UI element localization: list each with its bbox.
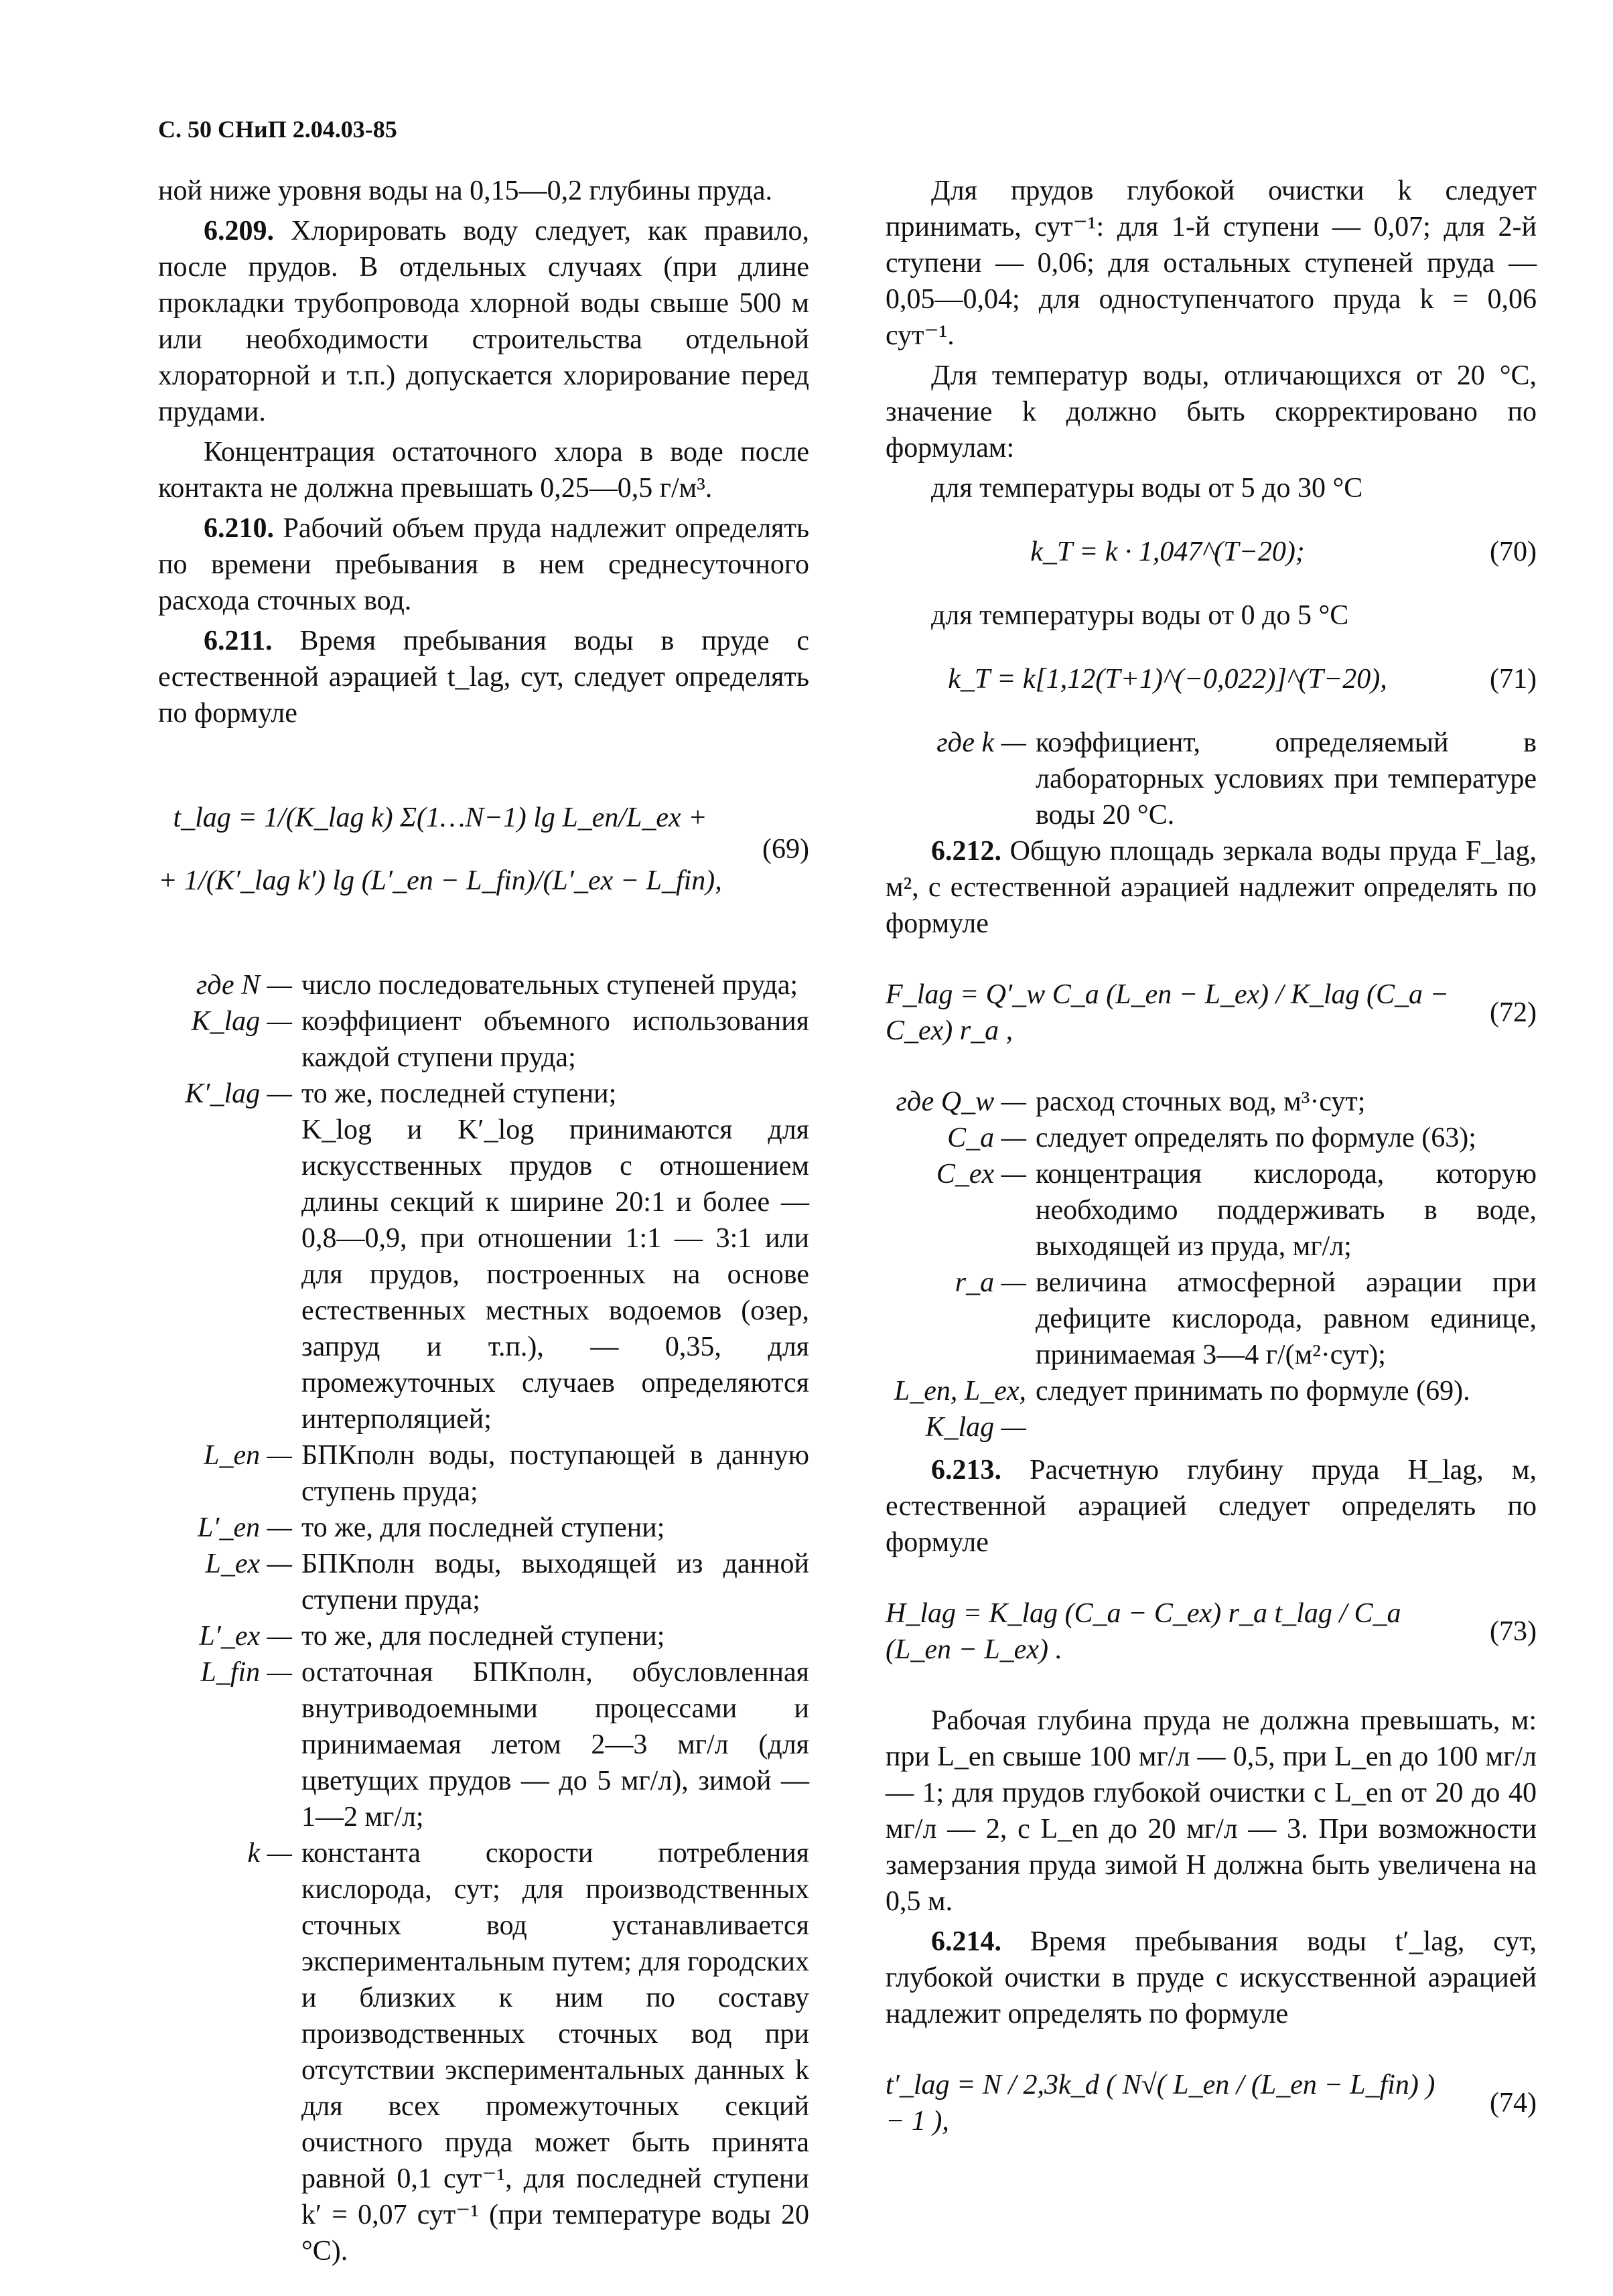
- definition-symbol: K′_lag —: [185, 1078, 292, 1109]
- equation-number: (72): [1490, 997, 1537, 1028]
- formula-73: [886, 1578, 1537, 1685]
- paragraph: для температуры воды от 5 до 30 °С: [931, 473, 1363, 504]
- clause-text: Общую площадь зеркала воды пруда F_lag, м², с естественной аэрацией надлежит определять по формуле: [886, 836, 1537, 939]
- formula-71: [886, 651, 1537, 707]
- formula-69-line-2: + 1/(K′_lag k′) lg (L′_en − L_fin)/(L′_ex − L_fin),: [158, 865, 722, 896]
- definition-text: концентрация кислорода, которую необходимо поддерживать в воде, выходящей из пруда, мг/л;: [1036, 1159, 1537, 1262]
- definition: [158, 967, 809, 1003]
- definition-text: то же, для последней ступени;: [301, 1621, 665, 1652]
- definition: [886, 1156, 1537, 1265]
- definition-symbol: L_ex —: [205, 1549, 292, 1579]
- page-header: С. 50 СНиП 2.04.03-85: [158, 116, 397, 143]
- definition-text: коэффициент объемного использования каждой ступени пруда;: [301, 1006, 809, 1073]
- definition: [886, 1373, 1537, 1445]
- paragraph: Рабочая глубина пруда не должна превышать, м: при L_en свыше 100 мг/л — 0,5, при L_en до 100 мг/л — 1; для прудов глубокой очистки с L_en от 20 до 40 мг/л — 2, с L_en до 20 мг/л — 3. При возможности замерзания пруда зимой H должна быть увеличена на 0,5 м.: [886, 1705, 1537, 1917]
- definition-text: расход сточных вод, м³·сут;: [1036, 1086, 1366, 1117]
- clause-6-214: [886, 1924, 1537, 2032]
- definition: [158, 1510, 809, 1546]
- definition: [886, 1120, 1537, 1156]
- paragraph: Концентрация остаточного хлора в воде после контакта не должна превышать 0,25—0,5 г/м³.: [158, 437, 809, 504]
- definition-note: [158, 1112, 809, 1437]
- clause-text: Хлорировать воду следует, как правило, после прудов. В отдельных случаях (при длине прокладки трубопровода хлорной воды свыше 500 м или необходимости строительства отдельной хлораторной и т.п.) допускается хлорирование перед прудами.: [158, 216, 809, 427]
- definition-text: число последовательных ступеней пруда;: [301, 970, 798, 1001]
- clause-6-212: [886, 833, 1537, 942]
- definition-symbol: C_a —: [947, 1123, 1026, 1153]
- definition-text: коэффициент, определяемый в лабораторных условиях при температуре воды 20 °С.: [1036, 727, 1537, 831]
- definition-text: величина атмосферной аэрации при дефиците кислорода, равном единице, принимаемая 3—4 г/(м²·сут);: [1036, 1267, 1537, 1370]
- definition: [158, 1654, 809, 1835]
- definition-symbol: L′_en —: [197, 1512, 292, 1543]
- equation-number: (69): [762, 834, 809, 865]
- equation-number: (70): [1490, 536, 1537, 567]
- definition: [158, 1076, 809, 1112]
- definition: [158, 1003, 809, 1076]
- definition-symbol: C_ex —: [936, 1159, 1026, 1190]
- clause-number: 6.213.: [931, 1455, 1001, 1486]
- paragraph: Для прудов глубокой очистки k следует принимать, сут⁻¹: для 1-й ступени — 0,07; для 2-й ступени — 0,06; для остальных ступеней пруда — 0,05—0,04; для одноступенчатого пруда k = 0,06 сут⁻¹.: [886, 175, 1537, 351]
- formula-74: [886, 2050, 1537, 2157]
- formula-70-expression: k_T = k · 1,047^(T−20);: [1030, 536, 1305, 567]
- definition-text: следует определять по формуле (63);: [1036, 1123, 1476, 1153]
- definition: [158, 1835, 809, 2269]
- paragraph: Для температур воды, отличающихся от 20 °С, значение k должно быть скорректировано по формулам:: [886, 360, 1537, 463]
- clause-6-210: [158, 510, 809, 619]
- definition: [886, 1265, 1537, 1373]
- clause-6-211: [158, 623, 809, 731]
- definition-symbol: L_fin —: [200, 1657, 292, 1688]
- definition-symbol: L_en, L_ex, K_lag —: [894, 1376, 1026, 1443]
- definition-symbol: k —: [247, 1838, 292, 1869]
- equation-number: (73): [1490, 1616, 1537, 1647]
- equation-number: (71): [1490, 664, 1537, 695]
- definition-symbol: L′_ex —: [199, 1621, 292, 1652]
- definition: [886, 725, 1537, 833]
- formula-74-expression: t′_lag = N / 2,3k_d ( N√( L_en / (L_en − L_fin) ) − 1 ),: [886, 2070, 1435, 2137]
- definition-text: следует принимать по формуле (69).: [1036, 1376, 1470, 1407]
- clause-text: Расчетную глубину пруда H_lag, м, естественной аэрацией следует определять по формуле: [886, 1455, 1537, 1558]
- definition-text: константа скорости потребления кислорода, сут; для производственных сточных вод устанавливается экспериментальным путем; для городских и близких к ним по составу производственных сточных вод при отсутствии экспериментальных данных k для всех промежуточных секций очистного пруда может быть принята равной 0,1 сут⁻¹, для последней ступени k′ = 0,07 сут⁻¹ (при температуре воды 20 °С).: [301, 1838, 809, 2267]
- left-column: [158, 173, 809, 2276]
- right-column: [886, 173, 1537, 2174]
- formula-72: [886, 959, 1537, 1066]
- definitions-list-69: [158, 967, 809, 2269]
- definitions-list-72: [886, 1084, 1537, 1445]
- clause-text: Время пребывания воды t′_lag, сут, глубокой очистки в пруде с искусственной аэрацией надлежит определять по формуле: [886, 1926, 1537, 2029]
- definition-symbol: где k —: [936, 727, 1026, 758]
- formula-73-expression: H_lag = K_lag (C_a − C_ex) r_a t_lag / C_a (L_en − L_ex) .: [886, 1598, 1401, 1665]
- definition: [158, 1546, 809, 1618]
- definition-text: то же, последней ступени;: [301, 1078, 617, 1109]
- definition-text: остаточная БПКполн, обусловленная внутриводоемными процессами и принимаемая летом 2—3 мг/л (для цветущих прудов — до 5 мг/л), зимой — 1—2 мг/л;: [301, 1657, 809, 1833]
- formula-70: [886, 524, 1537, 580]
- definition-text: то же, для последней ступени;: [301, 1512, 665, 1543]
- clause-6-209: [158, 213, 809, 430]
- clause-6-213: [886, 1452, 1537, 1561]
- definition-symbol: где N —: [196, 970, 292, 1001]
- clause-number: 6.212.: [931, 836, 1001, 867]
- definition: [886, 1084, 1537, 1120]
- definition-text: БПКполн воды, поступающей в данную ступень пруда;: [301, 1440, 809, 1507]
- paragraph: для температуры воды от 0 до 5 °С: [931, 600, 1349, 631]
- clause-number: 6.211.: [204, 626, 273, 656]
- definition-symbol: r_a —: [955, 1267, 1026, 1298]
- formula-69: [158, 749, 809, 950]
- definition-symbol: K_lag —: [191, 1006, 292, 1037]
- formula-69-line-1: t_lag = 1/(K_lag k) Σ(1…N−1) lg L_en/L_ex +: [173, 802, 707, 833]
- definition: [158, 1618, 809, 1654]
- formula-71-expression: k_T = k[1,12(T+1)^(−0,022)]^(T−20),: [948, 664, 1387, 695]
- clause-text: Время пребывания воды в пруде с естественной аэрацией t_lag, сут, следует определять по формуле: [158, 626, 809, 729]
- formula-72-expression: F_lag = Q′_w C_a (L_en − L_ex) / K_lag (C_a − C_ex) r_a ,: [886, 979, 1449, 1046]
- definition: [158, 1437, 809, 1510]
- clause-number: 6.209.: [204, 216, 274, 246]
- clause-text: Рабочий объем пруда надлежит определять по времени пребывания в нем среднесуточного расхода сточных вод.: [158, 513, 809, 616]
- definition-text: БПКполн воды, выходящей из данной ступени пруда;: [301, 1549, 809, 1616]
- clause-number: 6.214.: [931, 1926, 1001, 1957]
- definition-symbol: где Q_w —: [896, 1086, 1026, 1117]
- clause-number: 6.210.: [204, 513, 274, 544]
- paragraph: ной ниже уровня воды на 0,15—0,2 глубины пруда.: [158, 175, 773, 206]
- definition-symbol: L_en —: [204, 1440, 292, 1471]
- definition-text: K_log и K′_log принимаются для искусственных прудов с отношением длины секций к ширине 20:1 и более — 0,8—0,9, при отношении 1:1 — 3:1 или для прудов, построенных на основе естественных местных водоемов (озер, запруд и т.п.), — 0,35, для промежуточных случаев определяются интерполяцией;: [301, 1115, 809, 1435]
- equation-number: (74): [1490, 2088, 1537, 2119]
